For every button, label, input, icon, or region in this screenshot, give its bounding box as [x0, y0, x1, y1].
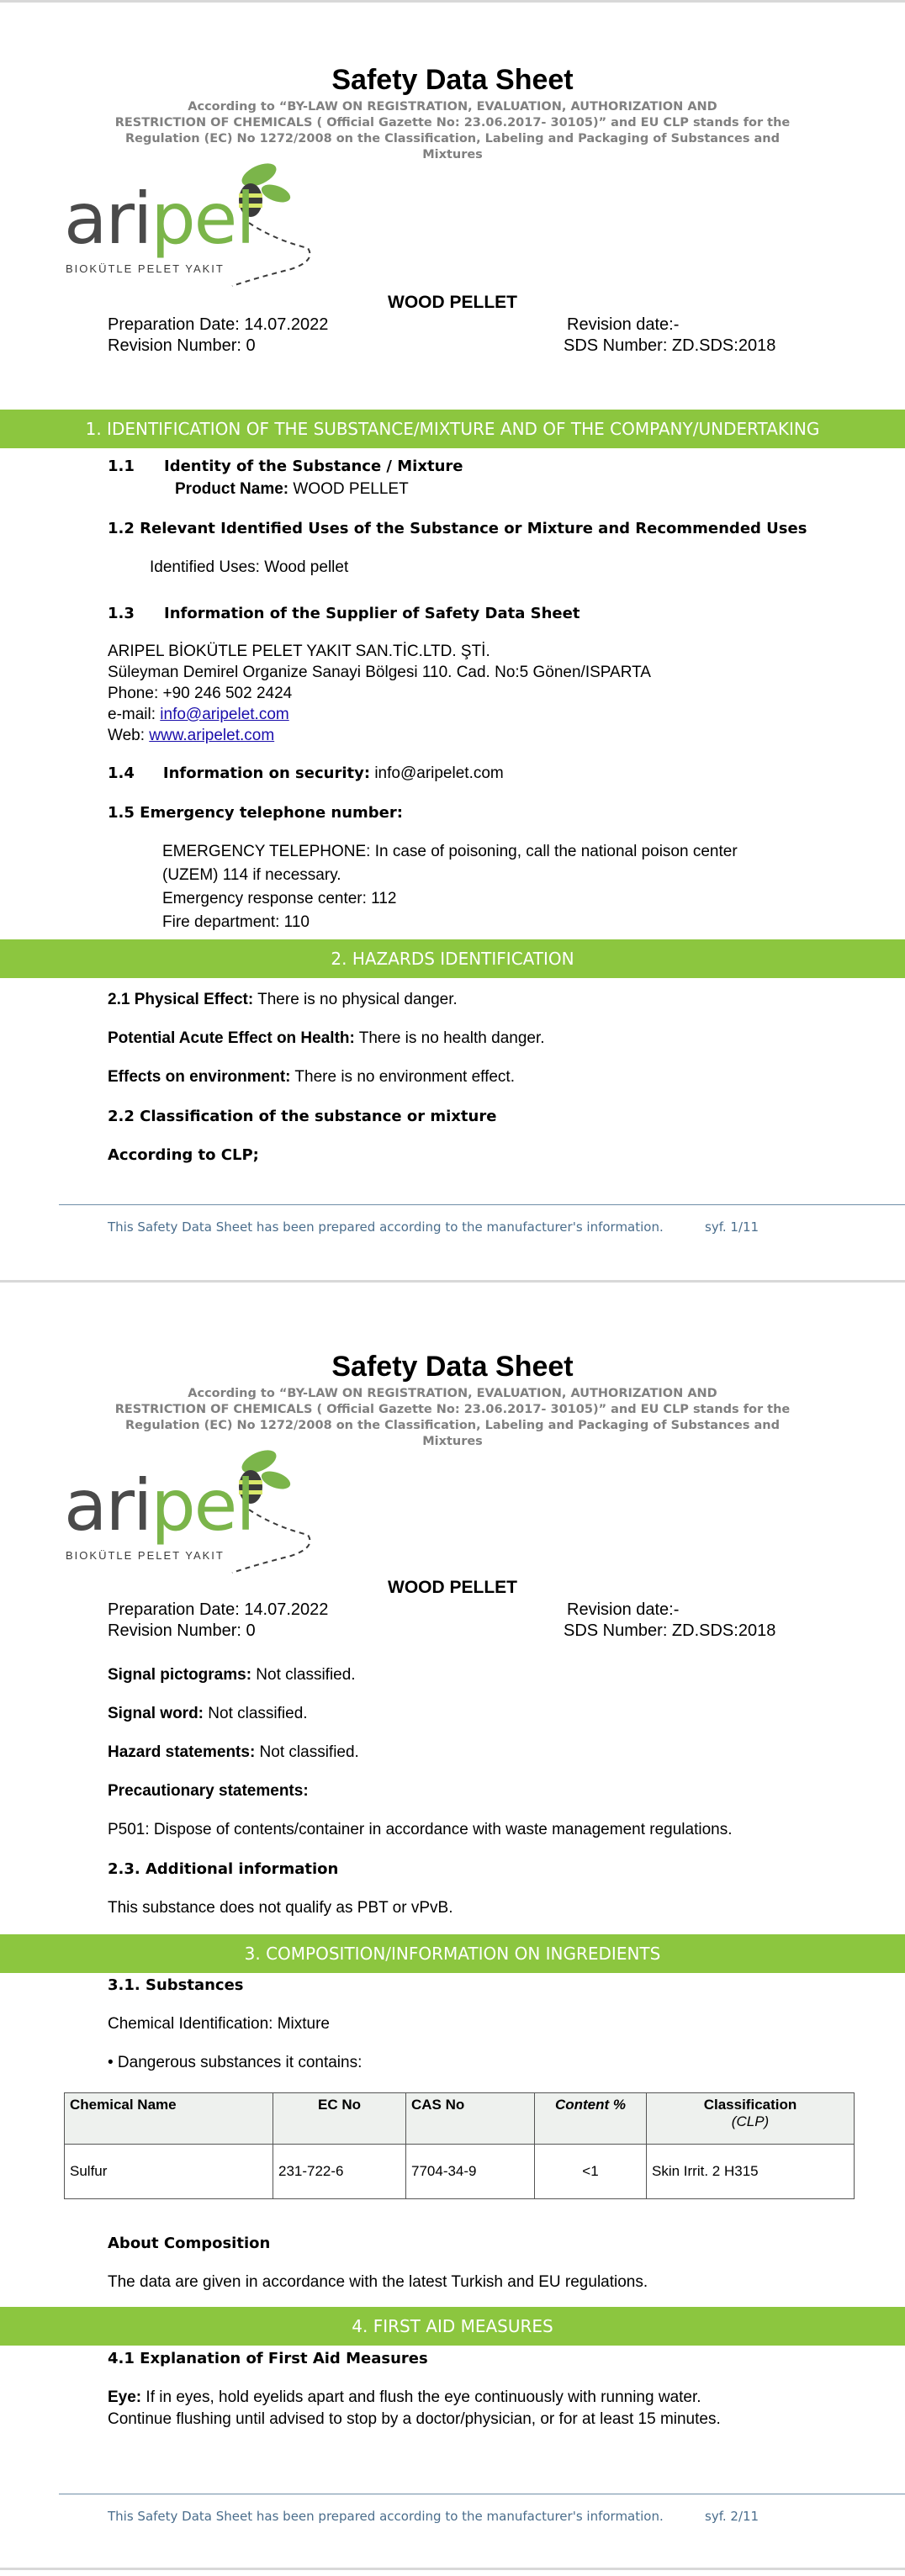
supplier-company: ARIPEL BİOKÜTLE PELET YAKIT SAN.TİC.LTD. ŞTİ.: [108, 643, 490, 660]
signal-word: Signal word: Not classified.: [108, 1705, 308, 1722]
hazard-statements: Hazard statements: Not classified.: [108, 1743, 359, 1761]
logo-tagline: BIOKÜTLE PELET YAKIT: [66, 1549, 225, 1562]
p501-statement: P501: Dispose of contents/container in accordance with waste management regulations.: [108, 1821, 733, 1838]
cell-classification: Skin Irrit. 2 H315: [647, 2145, 855, 2199]
signal-pictograms: Signal pictograms: Not classified.: [108, 1666, 356, 1684]
eye-first-aid: Eye: If in eyes, hold eyelids apart and flush the eye continuously with running water.: [108, 2388, 701, 2406]
section-4-heading: 4. FIRST AID MEASURES: [0, 2307, 905, 2346]
preparation-date: Preparation Date: 14.07.2022: [108, 315, 329, 334]
col-classification: Classification (CLP): [647, 2093, 855, 2145]
supplier-address: Süleyman Demirel Organize Sanayi Bölgesi 110. Cad. No:5 Gönen/ISPARTA: [108, 664, 651, 681]
section-3-1-title: 3.1. Substances: [108, 1976, 244, 1994]
physical-effect: 2.1 Physical Effect: There is no physical danger.: [108, 991, 458, 1008]
table-row: [65, 2145, 855, 2199]
email-link[interactable]: info@aripelet.com: [160, 706, 289, 723]
section-2-3-text: This substance does not qualify as PBT or vPvB.: [108, 1899, 453, 1917]
precautionary-statements-label: Precautionary statements:: [108, 1782, 309, 1800]
dangerous-substances: • Dangerous substances it contains:: [108, 2054, 363, 2071]
regulation-subtitle: According to “BY-LAW ON REGISTRATION, EVALUATION, AUTHORIZATION AND RESTRICTION OF CHEMICALS ( Official Gazette No: 23.06.2017- 30105)” and EU CLP stands for the Regulation (EC) No 1272/2008 on the Classification, Labeling and Packaging of Substances and Mixtures: [114, 1387, 791, 1448]
section-2-2-title: 2.2 Classification of the substance or mixture: [108, 1108, 497, 1125]
cell-ec-no: 231-722-6: [273, 2145, 406, 2199]
page-2: [0, 1287, 905, 2568]
cell-chemical-name: Sulfur: [65, 2145, 273, 2199]
col-ec-no: EC No: [273, 2093, 406, 2145]
col-content: Content %: [535, 2093, 647, 2145]
environment-effect: Effects on environment: There is no environment effect.: [108, 1068, 515, 1086]
section-1-1-title: Identity of the Substance / Mixture: [164, 458, 463, 475]
sds-number: SDS Number: ZD.SDS:2018: [564, 336, 776, 355]
revision-date: Revision date:-: [567, 315, 680, 334]
supplier-web: Web: www.aripelet.com: [108, 727, 275, 744]
logo-tagline: BIOKÜTLE PELET YAKIT: [66, 262, 225, 275]
section-1-5-title: 1.5 Emergency telephone number:: [108, 804, 403, 822]
identified-uses: Identified Uses: Wood pellet: [150, 558, 349, 576]
revision-number: Revision Number: 0: [108, 1621, 256, 1640]
section-1-3-title: Information of the Supplier of Safety Data Sheet: [164, 605, 580, 622]
section-3-heading: 3. COMPOSITION/INFORMATION ON INGREDIENTS: [0, 1934, 905, 1973]
section-1-2-title: 1.2 Relevant Identified Uses of the Substance or Mixture and Recommended Uses: [108, 520, 807, 537]
section-4-1-title: 4.1 Explanation of First Aid Measures: [108, 2350, 428, 2367]
footer-rule: [59, 1204, 905, 1205]
section-1-heading: 1. IDENTIFICATION OF THE SUBSTANCE/MIXTURE AND OF THE COMPANY/UNDERTAKING: [0, 410, 905, 448]
page-number: syf. 1/11: [705, 1219, 759, 1235]
section-1-1-number: 1.1: [108, 458, 135, 475]
sheet-title: Safety Data Sheet: [331, 64, 574, 96]
emergency-line-4: Fire department: 110: [162, 913, 310, 931]
supplier-phone: Phone: +90 246 502 2424: [108, 685, 293, 702]
about-composition-title: About Composition: [108, 2235, 271, 2252]
page-number: syf. 2/11: [705, 2509, 759, 2524]
page-1: [0, 0, 905, 1280]
logo-wordmark: aripel: [64, 177, 254, 260]
emergency-line-2: (UZEM) 114 if necessary.: [162, 866, 341, 884]
footer-text: This Safety Data Sheet has been prepared according to the manufacturer's information.: [108, 1219, 664, 1235]
preparation-date: Preparation Date: 14.07.2022: [108, 1600, 329, 1619]
revision-date: Revision date:-: [567, 1600, 680, 1619]
emergency-line-1: EMERGENCY TELEPHONE: In case of poisoning, call the national poison center: [162, 843, 738, 860]
logo-wordmark: aripel: [64, 1464, 254, 1547]
about-composition-text: The data are given in accordance with the latest Turkish and EU regulations.: [108, 2273, 648, 2291]
page-separator: [0, 1280, 905, 1283]
aripel-logo: [64, 1447, 316, 1577]
product-name: Product Name: WOOD PELLET: [175, 480, 409, 498]
cell-content: <1: [535, 2145, 647, 2199]
sheet-title: Safety Data Sheet: [331, 1351, 574, 1383]
revision-number: Revision Number: 0: [108, 336, 256, 355]
product-title: WOOD PELLET: [388, 1578, 517, 1597]
section-1-4: 1.4 Information on security: info@aripelet.com: [108, 764, 504, 782]
cell-cas-no: 7704-34-9: [406, 2145, 535, 2199]
eye-first-aid-continued: Continue flushing until advised to stop by a doctor/physician, or for at least 15 minutes.: [108, 2410, 721, 2428]
according-to-clp: According to CLP;: [108, 1146, 259, 1164]
col-chemical-name: Chemical Name: [65, 2093, 273, 2145]
emergency-line-3: Emergency response center: 112: [162, 890, 397, 907]
sds-number: SDS Number: ZD.SDS:2018: [564, 1621, 776, 1640]
regulation-subtitle: According to “BY-LAW ON REGISTRATION, EVALUATION, AUTHORIZATION AND RESTRICTION OF CHEMICALS ( Official Gazette No: 23.06.2017- 30105)” and EU CLP stands for the Regulation (EC) No 1272/2008 on the Classification, Labeling and Packaging of Substances and Mixtures: [114, 100, 791, 161]
footer-text: This Safety Data Sheet has been prepared according to the manufacturer's information.: [108, 2509, 664, 2524]
supplier-email: e-mail: info@aripelet.com: [108, 706, 289, 723]
web-link[interactable]: www.aripelet.com: [149, 727, 275, 744]
page-bottom-border: [0, 2568, 905, 2570]
composition-table: [64, 2092, 855, 2199]
section-2-heading: 2. HAZARDS IDENTIFICATION: [0, 939, 905, 978]
aripel-logo: [64, 160, 316, 290]
chemical-identification: Chemical Identification: Mixture: [108, 2015, 330, 2033]
health-effect: Potential Acute Effect on Health: There is no health danger.: [108, 1029, 545, 1047]
section-2-3-title: 2.3. Additional information: [108, 1860, 339, 1878]
product-title: WOOD PELLET: [388, 293, 517, 312]
col-cas-no: CAS No: [406, 2093, 535, 2145]
section-1-3-number: 1.3: [108, 605, 135, 622]
